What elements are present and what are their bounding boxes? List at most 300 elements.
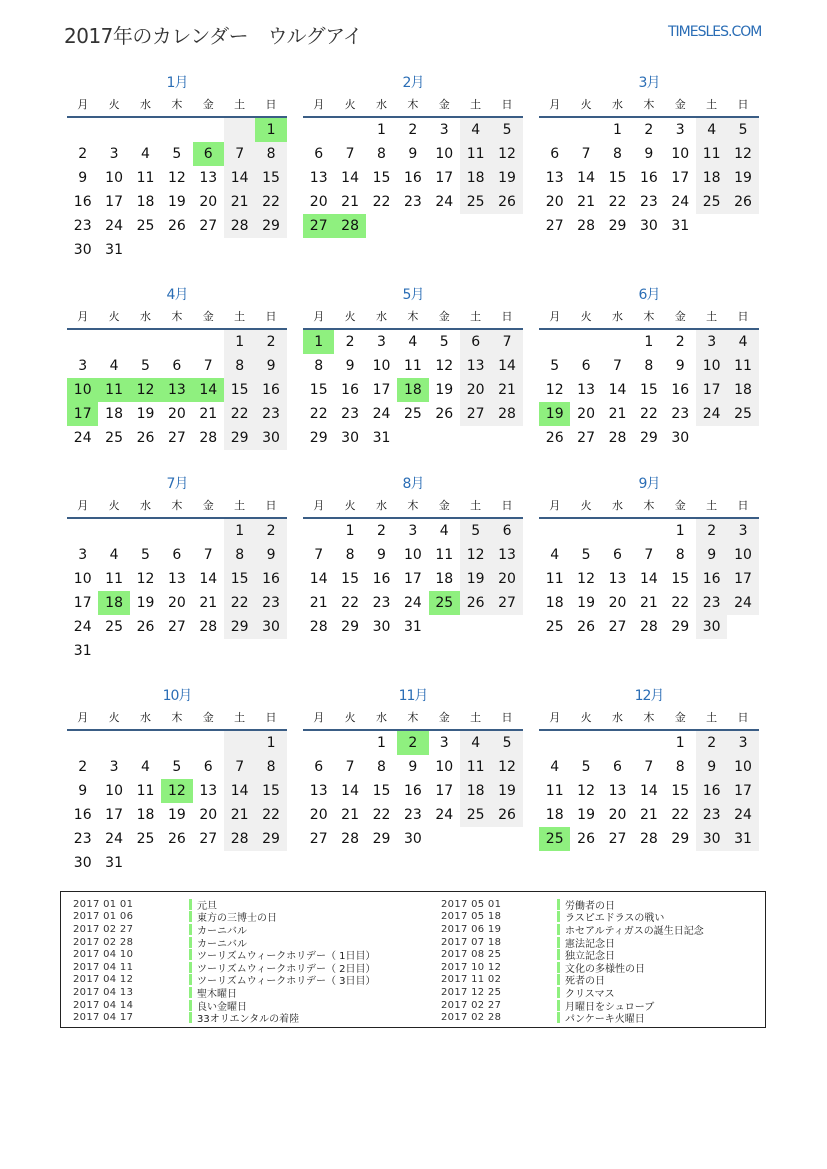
day-cell[interactable]: 28: [199, 430, 218, 446]
brand-logo[interactable]: TIMESLES.COM: [668, 24, 762, 40]
day-cell[interactable]: 25: [136, 831, 155, 847]
day-cell[interactable]: 2: [696, 519, 727, 543]
holiday-day-cell[interactable]: 18: [98, 591, 129, 615]
day-cell[interactable]: 7: [203, 547, 213, 563]
day-cell[interactable]: 2: [255, 330, 286, 354]
day-cell[interactable]: 30: [255, 615, 286, 639]
day-cell[interactable]: 22: [671, 595, 690, 611]
day-cell[interactable]: 3: [439, 735, 449, 751]
day-cell[interactable]: 9: [408, 759, 418, 775]
day-cell[interactable]: 24: [727, 803, 758, 827]
day-cell[interactable]: 17: [372, 382, 391, 398]
day-cell[interactable]: 24: [435, 194, 454, 210]
holiday-day-cell[interactable]: 2: [397, 731, 428, 755]
day-cell[interactable]: 10: [105, 170, 123, 186]
day-cell[interactable]: 12: [460, 543, 491, 567]
day-cell[interactable]: 11: [727, 354, 758, 378]
day-cell[interactable]: 13: [199, 170, 218, 186]
day-cell[interactable]: 10: [727, 543, 758, 567]
day-cell[interactable]: 4: [109, 358, 119, 374]
day-cell[interactable]: 5: [581, 547, 591, 563]
day-cell[interactable]: 4: [460, 118, 491, 142]
day-cell[interactable]: 6: [581, 358, 591, 374]
day-cell[interactable]: 22: [671, 807, 690, 823]
day-cell[interactable]: 4: [439, 523, 449, 539]
day-cell[interactable]: 11: [460, 142, 491, 166]
day-cell[interactable]: 18: [545, 807, 564, 823]
day-cell[interactable]: 26: [491, 803, 522, 827]
day-cell[interactable]: 16: [73, 194, 92, 210]
day-cell[interactable]: 9: [345, 358, 355, 374]
holiday-day-cell[interactable]: 12: [130, 378, 161, 402]
day-cell[interactable]: 19: [491, 166, 522, 190]
day-cell[interactable]: 23: [403, 194, 422, 210]
day-cell[interactable]: 7: [644, 759, 654, 775]
day-cell[interactable]: 17: [403, 571, 422, 587]
day-cell[interactable]: 1: [644, 334, 654, 350]
holiday-day-cell[interactable]: 10: [67, 378, 98, 402]
day-cell[interactable]: 26: [577, 831, 595, 847]
day-cell[interactable]: 16: [403, 783, 422, 799]
day-cell[interactable]: 3: [727, 731, 758, 755]
day-cell[interactable]: 12: [545, 382, 564, 398]
day-cell[interactable]: 23: [696, 803, 727, 827]
day-cell[interactable]: 28: [577, 218, 595, 234]
day-cell[interactable]: 17: [727, 567, 758, 591]
day-cell[interactable]: 21: [639, 595, 658, 611]
day-cell[interactable]: 30: [671, 430, 690, 446]
holiday-day-cell[interactable]: 6: [193, 142, 224, 166]
day-cell[interactable]: 6: [613, 547, 622, 563]
day-cell[interactable]: 9: [696, 755, 727, 779]
day-cell[interactable]: 29: [671, 619, 690, 635]
day-cell[interactable]: 13: [199, 783, 218, 799]
day-cell[interactable]: 17: [73, 595, 92, 611]
day-cell[interactable]: 16: [341, 382, 359, 398]
day-cell[interactable]: 14: [639, 571, 658, 587]
holiday-day-cell[interactable]: 28: [334, 214, 365, 238]
day-cell[interactable]: 16: [255, 378, 286, 402]
day-cell[interactable]: 21: [224, 803, 255, 827]
day-cell[interactable]: 19: [167, 807, 186, 823]
day-cell[interactable]: 1: [675, 735, 685, 751]
day-cell[interactable]: 16: [696, 779, 727, 803]
day-cell[interactable]: 31: [105, 242, 123, 258]
day-cell[interactable]: 23: [372, 595, 391, 611]
day-cell[interactable]: 21: [577, 194, 595, 210]
day-cell[interactable]: 9: [255, 543, 286, 567]
day-cell[interactable]: 21: [608, 406, 627, 422]
day-cell[interactable]: 10: [435, 759, 454, 775]
day-cell[interactable]: 18: [460, 779, 491, 803]
holiday-day-cell[interactable]: 14: [193, 378, 224, 402]
day-cell[interactable]: 13: [460, 354, 491, 378]
day-cell[interactable]: 4: [109, 547, 119, 563]
day-cell[interactable]: 20: [577, 406, 595, 422]
day-cell[interactable]: 21: [491, 378, 522, 402]
day-cell[interactable]: 2: [78, 146, 88, 162]
day-cell[interactable]: 10: [105, 783, 123, 799]
day-cell[interactable]: 17: [696, 378, 727, 402]
day-cell[interactable]: 19: [136, 406, 155, 422]
day-cell[interactable]: 27: [608, 619, 627, 635]
day-cell[interactable]: 22: [255, 803, 286, 827]
day-cell[interactable]: 15: [255, 779, 286, 803]
day-cell[interactable]: 14: [309, 571, 328, 587]
day-cell[interactable]: 6: [460, 330, 491, 354]
day-cell[interactable]: 20: [199, 807, 218, 823]
day-cell[interactable]: 23: [696, 591, 727, 615]
day-cell[interactable]: 6: [314, 759, 324, 775]
day-cell[interactable]: 2: [255, 519, 286, 543]
day-cell[interactable]: 31: [372, 430, 391, 446]
day-cell[interactable]: 16: [639, 170, 658, 186]
day-cell[interactable]: 11: [136, 783, 155, 799]
day-cell[interactable]: 8: [675, 759, 685, 775]
day-cell[interactable]: 31: [671, 218, 690, 234]
day-cell[interactable]: 3: [727, 519, 758, 543]
day-cell[interactable]: 30: [403, 831, 422, 847]
day-cell[interactable]: 28: [341, 831, 359, 847]
day-cell[interactable]: 22: [372, 807, 391, 823]
day-cell[interactable]: 3: [78, 358, 88, 374]
day-cell[interactable]: 26: [167, 218, 186, 234]
holiday-day-cell[interactable]: 13: [161, 378, 192, 402]
day-cell[interactable]: 15: [639, 382, 658, 398]
day-cell[interactable]: 28: [639, 619, 658, 635]
day-cell[interactable]: 5: [141, 547, 150, 563]
day-cell[interactable]: 27: [309, 831, 328, 847]
day-cell[interactable]: 5: [491, 118, 522, 142]
day-cell[interactable]: 12: [491, 142, 522, 166]
day-cell[interactable]: 15: [341, 571, 359, 587]
day-cell[interactable]: 24: [435, 807, 454, 823]
day-cell[interactable]: 13: [167, 571, 186, 587]
day-cell[interactable]: 29: [255, 214, 286, 238]
day-cell[interactable]: 25: [105, 430, 123, 446]
day-cell[interactable]: 22: [639, 406, 658, 422]
day-cell[interactable]: 26: [577, 619, 595, 635]
day-cell[interactable]: 9: [675, 358, 685, 374]
day-cell[interactable]: 15: [608, 170, 627, 186]
day-cell[interactable]: 11: [545, 783, 564, 799]
day-cell[interactable]: 9: [78, 170, 88, 186]
day-cell[interactable]: 29: [608, 218, 627, 234]
day-cell[interactable]: 13: [309, 783, 328, 799]
day-cell[interactable]: 2: [644, 122, 654, 138]
day-cell[interactable]: 30: [372, 619, 391, 635]
holiday-day-cell[interactable]: 17: [67, 402, 98, 426]
day-cell[interactable]: 25: [136, 218, 155, 234]
day-cell[interactable]: 9: [255, 354, 286, 378]
day-cell[interactable]: 4: [550, 547, 560, 563]
day-cell[interactable]: 8: [314, 358, 324, 374]
day-cell[interactable]: 10: [696, 354, 727, 378]
day-cell[interactable]: 30: [639, 218, 658, 234]
day-cell[interactable]: 9: [408, 146, 418, 162]
day-cell[interactable]: 27: [167, 430, 186, 446]
day-cell[interactable]: 23: [671, 406, 690, 422]
day-cell[interactable]: 11: [105, 571, 123, 587]
day-cell[interactable]: 26: [545, 430, 564, 446]
day-cell[interactable]: 25: [460, 803, 491, 827]
day-cell[interactable]: 1: [377, 735, 386, 751]
day-cell[interactable]: 24: [73, 430, 92, 446]
day-cell[interactable]: 4: [727, 330, 758, 354]
day-cell[interactable]: 12: [435, 358, 454, 374]
day-cell[interactable]: 13: [545, 170, 564, 186]
holiday-day-cell[interactable]: 18: [397, 378, 428, 402]
day-cell[interactable]: 8: [613, 146, 622, 162]
day-cell[interactable]: 5: [491, 731, 522, 755]
day-cell[interactable]: 14: [577, 170, 595, 186]
day-cell[interactable]: 14: [491, 354, 522, 378]
day-cell[interactable]: 7: [314, 547, 324, 563]
day-cell[interactable]: 9: [644, 146, 654, 162]
day-cell[interactable]: 10: [727, 755, 758, 779]
day-cell[interactable]: 5: [460, 519, 491, 543]
day-cell[interactable]: 8: [345, 547, 355, 563]
day-cell[interactable]: 13: [309, 170, 328, 186]
day-cell[interactable]: 27: [545, 218, 564, 234]
day-cell[interactable]: 20: [545, 194, 564, 210]
day-cell[interactable]: 22: [372, 194, 391, 210]
day-cell[interactable]: 9: [696, 543, 727, 567]
day-cell[interactable]: 19: [435, 382, 454, 398]
day-cell[interactable]: 10: [671, 146, 690, 162]
day-cell[interactable]: 27: [199, 831, 218, 847]
day-cell[interactable]: 22: [608, 194, 627, 210]
day-cell[interactable]: 1: [345, 523, 355, 539]
holiday-day-cell[interactable]: 25: [539, 827, 570, 851]
day-cell[interactable]: 1: [377, 122, 386, 138]
day-cell[interactable]: 20: [167, 406, 186, 422]
day-cell[interactable]: 18: [435, 571, 454, 587]
day-cell[interactable]: 14: [199, 571, 218, 587]
day-cell[interactable]: 10: [403, 547, 422, 563]
day-cell[interactable]: 26: [491, 190, 522, 214]
day-cell[interactable]: 29: [224, 426, 255, 450]
day-cell[interactable]: 9: [377, 547, 386, 563]
day-cell[interactable]: 30: [73, 242, 92, 258]
day-cell[interactable]: 20: [199, 194, 218, 210]
day-cell[interactable]: 24: [671, 194, 690, 210]
day-cell[interactable]: 8: [644, 358, 654, 374]
day-cell[interactable]: 10: [435, 146, 454, 162]
day-cell[interactable]: 12: [727, 142, 758, 166]
day-cell[interactable]: 29: [309, 430, 328, 446]
day-cell[interactable]: 12: [491, 755, 522, 779]
day-cell[interactable]: 23: [639, 194, 658, 210]
day-cell[interactable]: 29: [341, 619, 359, 635]
day-cell[interactable]: 18: [136, 807, 155, 823]
day-cell[interactable]: 18: [460, 166, 491, 190]
day-cell[interactable]: 2: [675, 334, 685, 350]
holiday-day-cell[interactable]: 1: [303, 330, 334, 354]
day-cell[interactable]: 19: [577, 595, 595, 611]
day-cell[interactable]: 19: [460, 567, 491, 591]
holiday-day-cell[interactable]: 27: [303, 214, 334, 238]
day-cell[interactable]: 26: [136, 430, 155, 446]
day-cell[interactable]: 8: [224, 354, 255, 378]
day-cell[interactable]: 28: [491, 402, 522, 426]
day-cell[interactable]: 5: [172, 759, 182, 775]
day-cell[interactable]: 17: [671, 170, 690, 186]
day-cell[interactable]: 30: [696, 615, 727, 639]
day-cell[interactable]: 13: [608, 783, 627, 799]
day-cell[interactable]: 19: [491, 779, 522, 803]
day-cell[interactable]: 8: [255, 142, 286, 166]
day-cell[interactable]: 28: [224, 214, 255, 238]
day-cell[interactable]: 28: [309, 619, 328, 635]
day-cell[interactable]: 2: [408, 122, 418, 138]
day-cell[interactable]: 6: [491, 519, 522, 543]
day-cell[interactable]: 7: [345, 146, 355, 162]
day-cell[interactable]: 2: [377, 523, 386, 539]
day-cell[interactable]: 18: [727, 378, 758, 402]
day-cell[interactable]: 4: [460, 731, 491, 755]
day-cell[interactable]: 8: [255, 755, 286, 779]
day-cell[interactable]: 12: [167, 170, 186, 186]
day-cell[interactable]: 21: [639, 807, 658, 823]
holiday-day-cell[interactable]: 19: [539, 402, 570, 426]
day-cell[interactable]: 10: [73, 571, 92, 587]
day-cell[interactable]: 24: [372, 406, 391, 422]
day-cell[interactable]: 31: [727, 827, 758, 851]
day-cell[interactable]: 30: [696, 827, 727, 851]
day-cell[interactable]: 6: [314, 146, 324, 162]
day-cell[interactable]: 15: [309, 382, 328, 398]
day-cell[interactable]: 16: [403, 170, 422, 186]
day-cell[interactable]: 31: [403, 619, 422, 635]
day-cell[interactable]: 24: [105, 218, 123, 234]
day-cell[interactable]: 27: [199, 218, 218, 234]
day-cell[interactable]: 17: [105, 807, 123, 823]
day-cell[interactable]: 13: [577, 382, 595, 398]
day-cell[interactable]: 17: [727, 779, 758, 803]
day-cell[interactable]: 11: [403, 358, 422, 374]
holiday-day-cell[interactable]: 1: [255, 118, 286, 142]
day-cell[interactable]: 27: [167, 619, 186, 635]
day-cell[interactable]: 11: [545, 571, 564, 587]
day-cell[interactable]: 26: [435, 406, 454, 422]
day-cell[interactable]: 18: [545, 595, 564, 611]
day-cell[interactable]: 20: [309, 807, 328, 823]
day-cell[interactable]: 23: [341, 406, 359, 422]
day-cell[interactable]: 24: [73, 619, 92, 635]
day-cell[interactable]: 3: [439, 122, 449, 138]
day-cell[interactable]: 22: [255, 190, 286, 214]
day-cell[interactable]: 22: [341, 595, 359, 611]
day-cell[interactable]: 23: [255, 591, 286, 615]
day-cell[interactable]: 1: [224, 330, 255, 354]
day-cell[interactable]: 31: [73, 643, 92, 659]
day-cell[interactable]: 26: [136, 619, 155, 635]
day-cell[interactable]: 12: [136, 571, 155, 587]
day-cell[interactable]: 4: [550, 759, 560, 775]
day-cell[interactable]: 8: [224, 543, 255, 567]
day-cell[interactable]: 13: [608, 571, 627, 587]
day-cell[interactable]: 25: [403, 406, 422, 422]
day-cell[interactable]: 2: [345, 334, 355, 350]
day-cell[interactable]: 24: [727, 591, 758, 615]
day-cell[interactable]: 4: [141, 146, 150, 162]
holiday-day-cell[interactable]: 25: [429, 591, 460, 615]
day-cell[interactable]: 17: [105, 194, 123, 210]
day-cell[interactable]: 12: [577, 571, 595, 587]
holiday-day-cell[interactable]: 12: [161, 779, 192, 803]
day-cell[interactable]: 7: [644, 547, 654, 563]
day-cell[interactable]: 1: [224, 519, 255, 543]
day-cell[interactable]: 25: [105, 619, 123, 635]
day-cell[interactable]: 19: [167, 194, 186, 210]
day-cell[interactable]: 17: [435, 783, 454, 799]
day-cell[interactable]: 8: [675, 547, 685, 563]
day-cell[interactable]: 21: [199, 595, 218, 611]
day-cell[interactable]: 29: [224, 615, 255, 639]
day-cell[interactable]: 21: [309, 595, 328, 611]
day-cell[interactable]: 19: [727, 166, 758, 190]
day-cell[interactable]: 23: [403, 807, 422, 823]
day-cell[interactable]: 15: [255, 166, 286, 190]
day-cell[interactable]: 18: [136, 194, 155, 210]
day-cell[interactable]: 4: [696, 118, 727, 142]
day-cell[interactable]: 30: [73, 855, 92, 871]
day-cell[interactable]: 29: [255, 827, 286, 851]
day-cell[interactable]: 10: [372, 358, 391, 374]
day-cell[interactable]: 23: [255, 402, 286, 426]
day-cell[interactable]: 30: [255, 426, 286, 450]
day-cell[interactable]: 22: [224, 591, 255, 615]
day-cell[interactable]: 21: [341, 194, 359, 210]
day-cell[interactable]: 5: [141, 358, 150, 374]
day-cell[interactable]: 5: [550, 358, 560, 374]
day-cell[interactable]: 21: [199, 406, 218, 422]
day-cell[interactable]: 7: [613, 358, 622, 374]
day-cell[interactable]: 25: [696, 190, 727, 214]
day-cell[interactable]: 7: [224, 142, 255, 166]
day-cell[interactable]: 26: [167, 831, 186, 847]
day-cell[interactable]: 23: [73, 218, 92, 234]
day-cell[interactable]: 16: [671, 382, 690, 398]
day-cell[interactable]: 17: [435, 170, 454, 186]
day-cell[interactable]: 16: [372, 571, 391, 587]
day-cell[interactable]: 24: [403, 595, 422, 611]
day-cell[interactable]: 2: [696, 731, 727, 755]
day-cell[interactable]: 29: [639, 430, 658, 446]
day-cell[interactable]: 3: [696, 330, 727, 354]
day-cell[interactable]: 29: [372, 831, 391, 847]
day-cell[interactable]: 5: [439, 334, 449, 350]
day-cell[interactable]: 20: [491, 567, 522, 591]
day-cell[interactable]: 6: [172, 547, 182, 563]
day-cell[interactable]: 30: [341, 430, 359, 446]
day-cell[interactable]: 14: [608, 382, 627, 398]
day-cell[interactable]: 5: [727, 118, 758, 142]
day-cell[interactable]: 20: [309, 194, 328, 210]
day-cell[interactable]: 28: [199, 619, 218, 635]
day-cell[interactable]: 28: [639, 831, 658, 847]
day-cell[interactable]: 5: [172, 146, 182, 162]
day-cell[interactable]: 18: [696, 166, 727, 190]
day-cell[interactable]: 18: [105, 406, 123, 422]
day-cell[interactable]: 14: [639, 783, 658, 799]
day-cell[interactable]: 11: [435, 547, 454, 563]
day-cell[interactable]: 24: [105, 831, 123, 847]
day-cell[interactable]: 21: [224, 190, 255, 214]
day-cell[interactable]: 1: [675, 523, 685, 539]
day-cell[interactable]: 7: [345, 759, 355, 775]
